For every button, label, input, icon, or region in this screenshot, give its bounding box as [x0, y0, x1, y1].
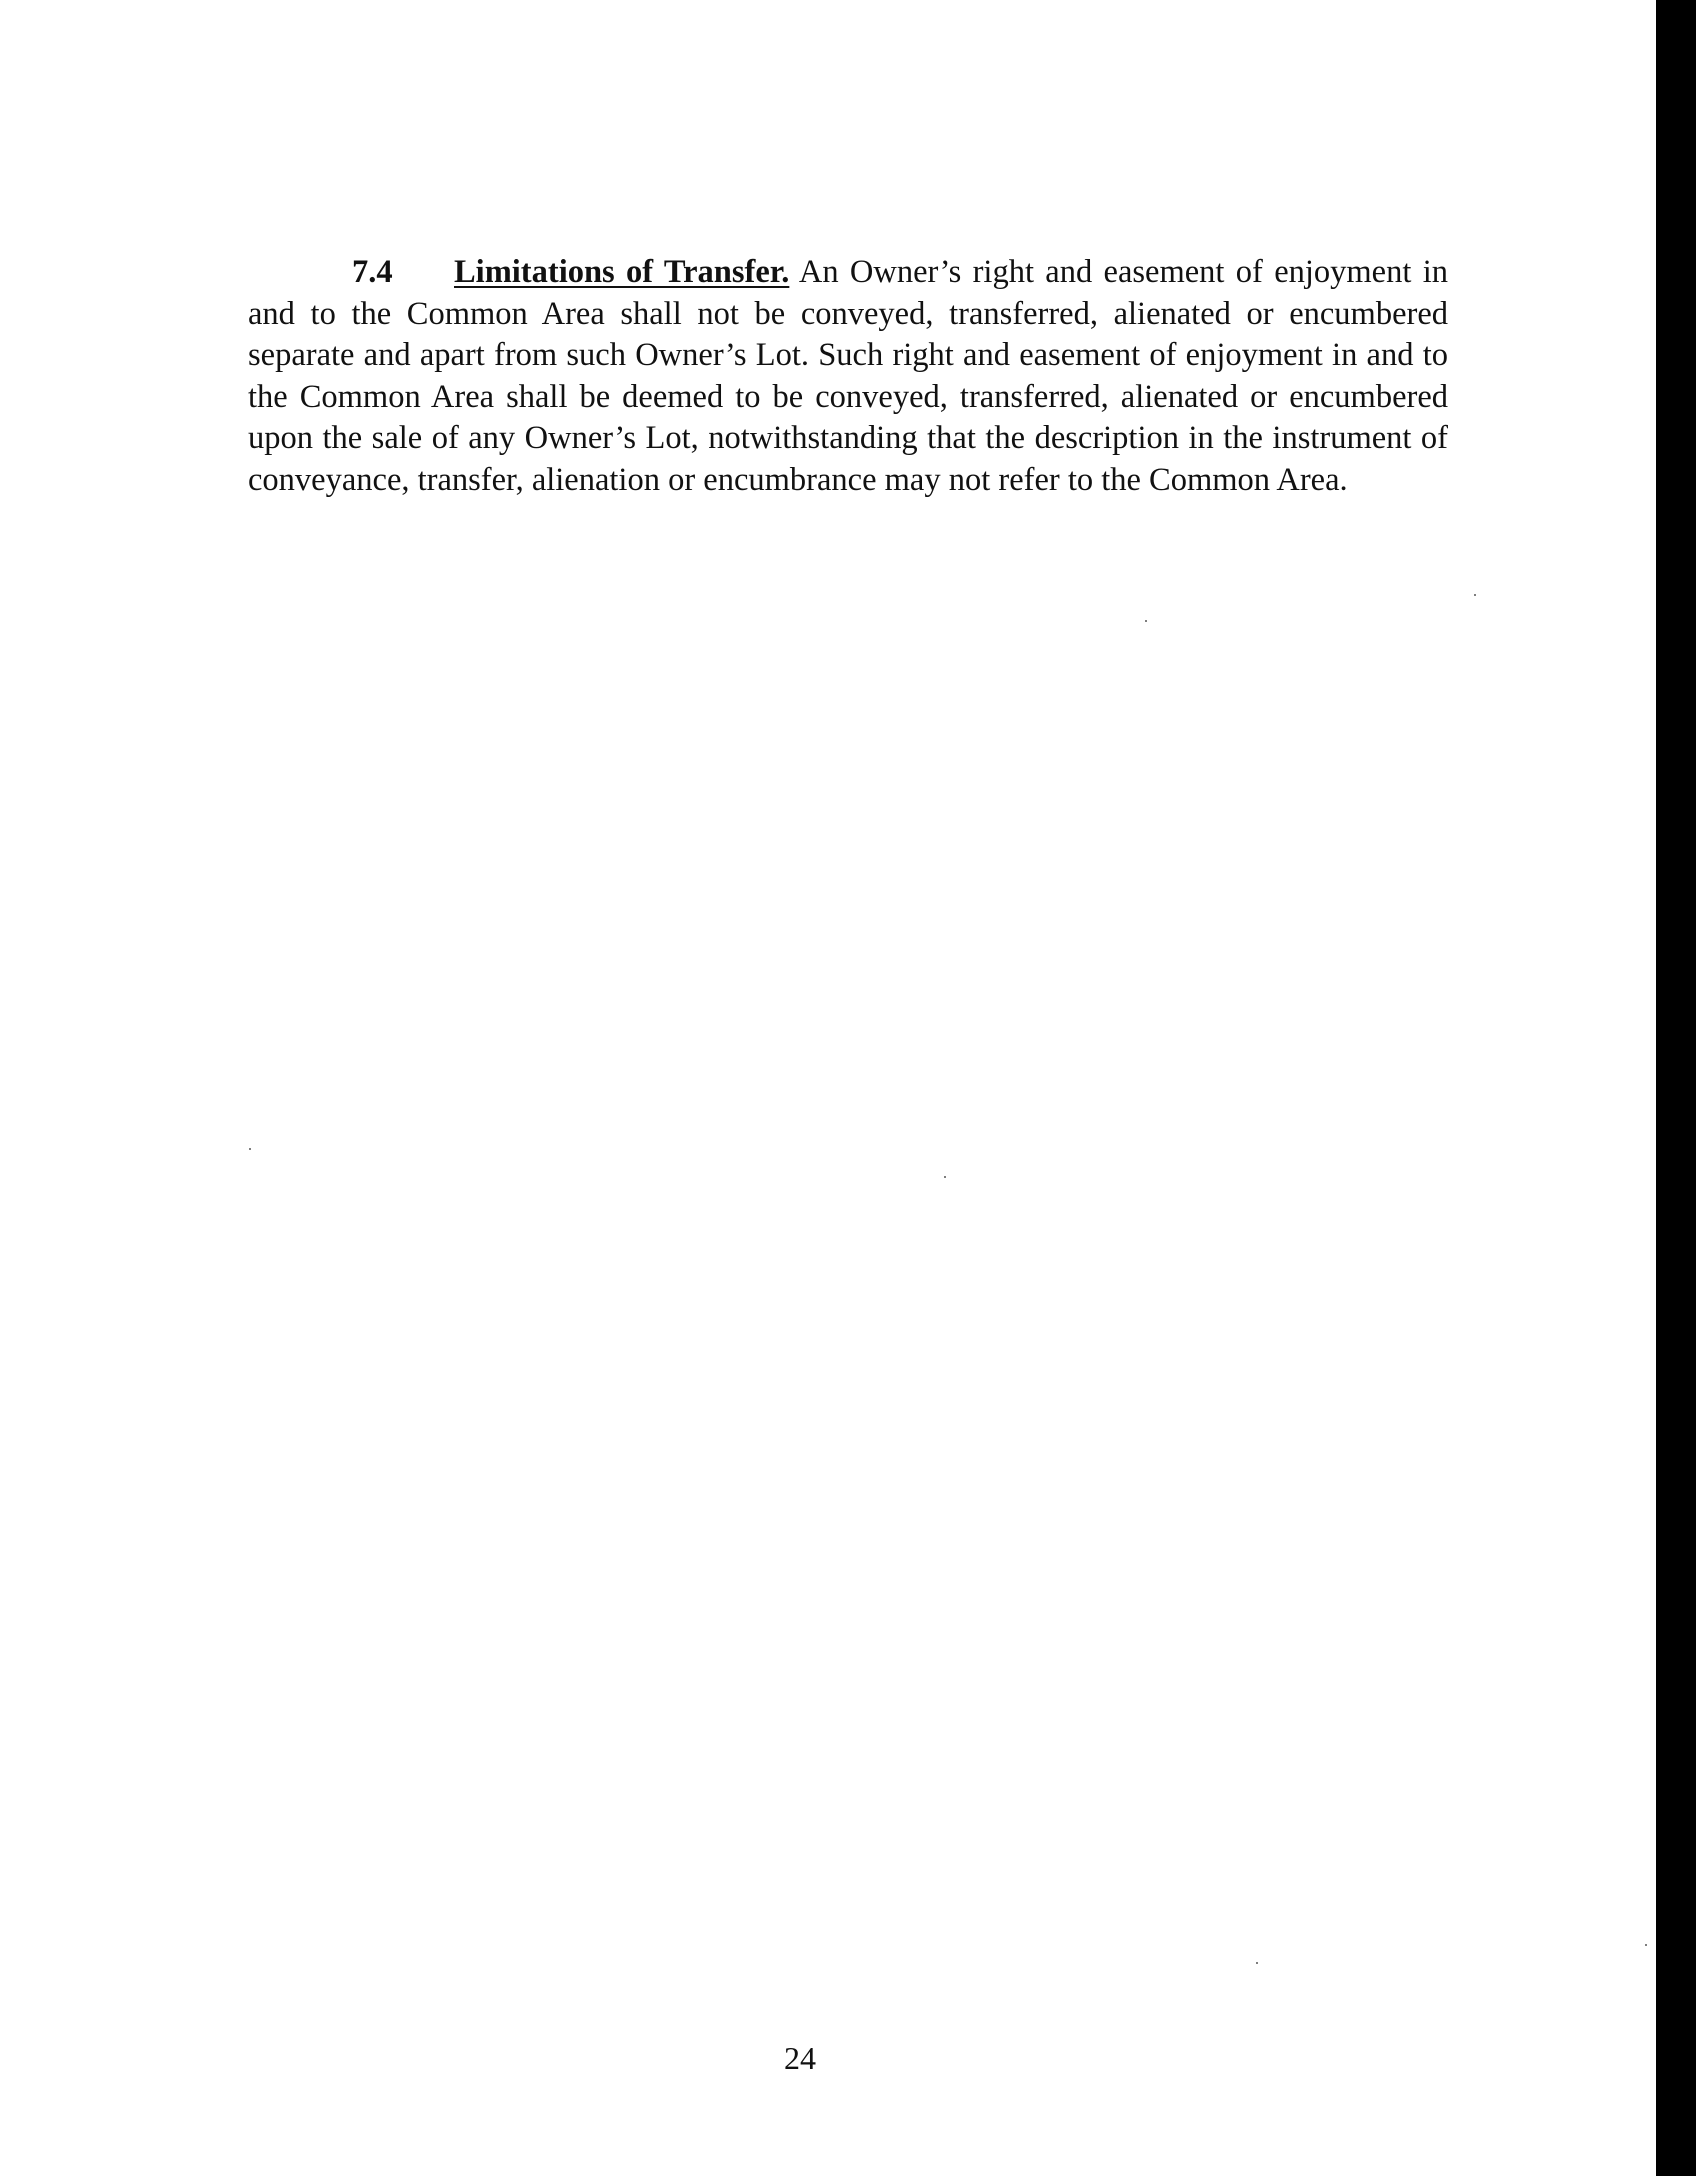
page-number: 24: [784, 2040, 816, 2076]
scan-speck: [1145, 620, 1147, 622]
scan-speck: [1645, 1944, 1647, 1946]
scan-speck: [249, 1148, 251, 1150]
section-7-4: [248, 252, 1448, 501]
scan-speck: [1474, 594, 1476, 596]
section-heading: Limitations of Transfer.: [454, 254, 790, 290]
scan-speck: [1256, 1962, 1258, 1964]
scan-speck: [944, 1176, 946, 1178]
scan-edge-border: [1656, 0, 1696, 2176]
section-number: 7.4: [352, 254, 393, 290]
section-body: An Owner’s right and easement of enjoyment in and to the Common Area shall not be conveyed, transferred, alienated or encumbered separate and apart from such Owner’s Lot. Such right and easement of enjoyment in and to the Common Area shall be deemed to be conveyed, transferred, alienated or encumbered upon the sale of any Owner’s Lot, notwithstanding that the description in the instrument of conveyance, transfer, alienation or encumbrance may not refer to the Common Area.: [248, 254, 1448, 498]
